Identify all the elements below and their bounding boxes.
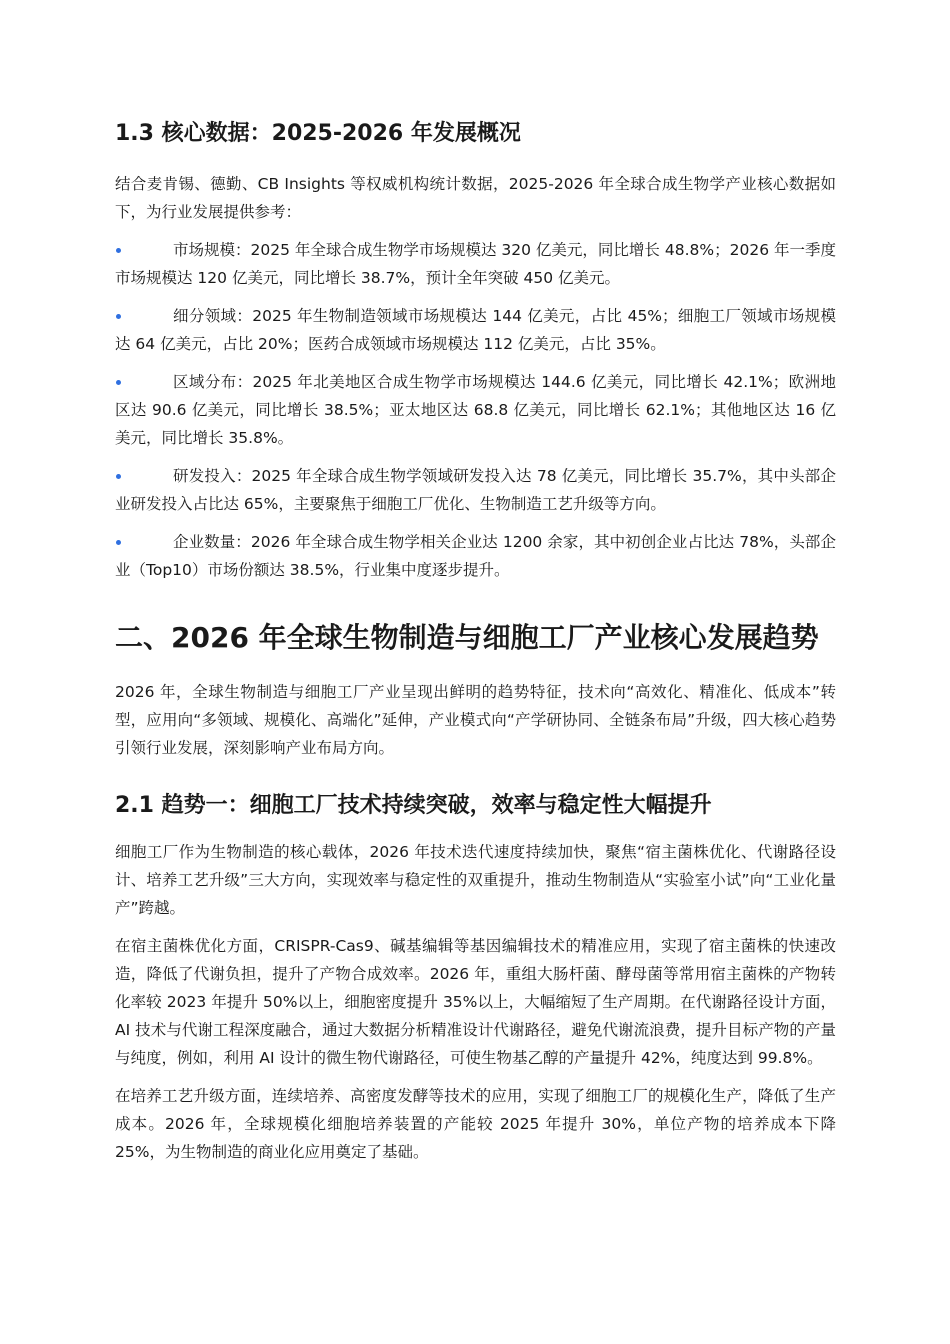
section-2-1-paragraph-3: 在培养工艺升级方面，连续培养、高密度发酵等技术的应用，实现了细胞工厂的规模化生产，降低了生产成本。2026 年，全球规模化细胞培养装置的产能较 2025 年提升 30%，单位产物的培养成本下降 25%，为生物制造的商业化应用奠定了基础。 [115,1087,836,1161]
bullet-dot-icon [116,314,121,319]
list-item-segments [115,302,836,358]
list-item-rd-investment [115,462,836,518]
list-item-company-count [115,528,836,584]
list-item-text: 研发投入：2025 年全球合成生物学领域研发投入达 78 亿美元，同比增长 35.7%，其中头部企业研发投入占比达 65%，主要聚焦于细胞工厂优化、生物制造工艺升级等方向。 [115,467,836,513]
bullet-dot-icon [116,248,121,253]
list-item-text: 细分领域：2025 年生物制造领域市场规模达 144 亿美元，占比 45%；细胞工厂领域市场规模达 64 亿美元，占比 20%；医药合成领域市场规模达 112 亿美元，占比 35%。 [115,307,836,353]
section-1-3-intro: 结合麦肯锡、德勤、CB Insights 等权威机构统计数据，2025-2026 年全球合成生物学产业核心数据如下，为行业发展提供参考： [115,175,836,221]
section-2-intro: 2026 年，全球生物制造与细胞工厂产业呈现出鲜明的趋势特征，技术向“高效化、精准化、低成本”转型，应用向“多领域、规模化、高端化”延伸，产业模式向“产学研协同、全链条布局”升级，四大核心趋势引领行业发展，深刻影响产业布局方向。 [115,683,836,757]
section-2-1-paragraph-1: 细胞工厂作为生物制造的核心载体，2026 年技术迭代速度持续加快，聚焦“宿主菌株优化、代谢路径设计、培养工艺升级”三大方向，实现效率与稳定性的双重提升，推动生物制造从“实验室小试”向“工业化量产”跨越。 [115,843,836,917]
section-heading-1-3: 1.3 核心数据：2025-2026 年发展概况 [115,121,521,146]
bullet-dot-icon [116,474,121,479]
list-item-market-size [115,236,836,292]
section-2-1-paragraph-2: 在宿主菌株优化方面，CRISPR-Cas9、碱基编辑等基因编辑技术的精准应用，实现了宿主菌株的快速改造，降低了代谢负担，提升了产物合成效率。2026 年，重组大肠杆菌、酵母菌等常用宿主菌株的产物转化率较 2023 年提升 50%以上，细胞密度提升 35%以上，大幅缩短了生产周期。在代谢路径设计方面，AI 技术与代谢工程深度融合，通过大数据分析精准设计代谢路径，避免代谢流浪费，提升目标产物的产量与纯度，例如，利用 AI 设计的微生物代谢路径，可使生物基乙醇的产量提升 42%，纯度达到 99.8%。 [115,937,836,1067]
bullet-dot-icon [116,380,121,385]
bullet-dot-icon [116,540,121,545]
section-heading-2-1: 2.1 趋势一：细胞工厂技术持续突破，效率与稳定性大幅提升 [115,793,712,818]
list-item-regions [115,368,836,452]
section-heading-2: 二、2026 年全球生物制造与细胞工厂产业核心发展趋势 [115,621,819,654]
list-item-text: 区域分布：2025 年北美地区合成生物学市场规模达 144.6 亿美元，同比增长 42.1%；欧洲地区达 90.6 亿美元，同比增长 38.5%；亚太地区达 68.8 亿美元，同比增长 62.1%；其他地区达 16 亿美元，同比增长 35.8%。 [115,373,836,447]
list-item-text: 企业数量：2026 年全球合成生物学相关企业达 1200 余家，其中初创企业占比达 78%，头部企业（Top10）市场份额达 38.5%，行业集中度逐步提升。 [115,533,836,579]
core-data-list [115,236,836,584]
list-item-text: 市场规模：2025 年全球合成生物学市场规模达 320 亿美元，同比增长 48.8%；2026 年一季度市场规模达 120 亿美元，同比增长 38.7%，预计全年突破 450 亿美元。 [115,241,836,287]
